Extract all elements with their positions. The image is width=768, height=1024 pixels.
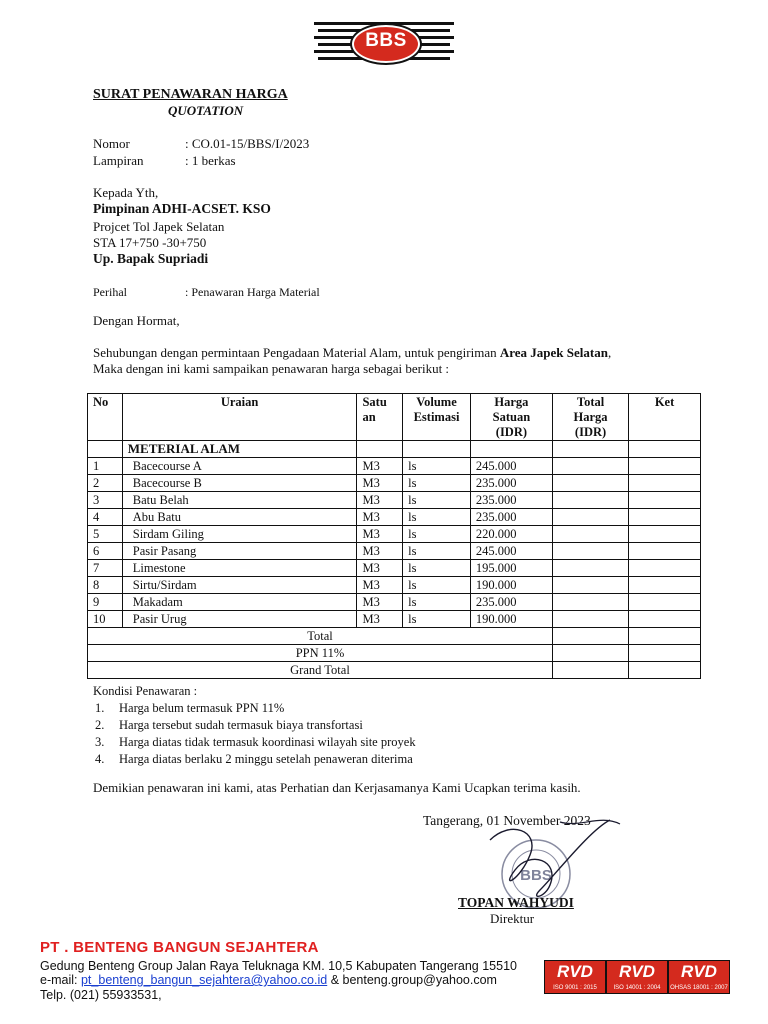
intro-text: Sehubungan dengan permintaan Pengadaan Material Alam, untuk pengiriman: [93, 345, 500, 360]
table-header-row: [88, 394, 701, 441]
ppn-label: PPN 11%: [88, 645, 553, 662]
footer-email: [40, 973, 497, 987]
cell-ket: [629, 509, 701, 526]
cell-total-harga: [552, 543, 628, 560]
cell-ket: [629, 577, 701, 594]
section-row: [88, 441, 701, 458]
cell-ket: [629, 526, 701, 543]
cell-uraian: Sirdam Giling: [122, 526, 357, 543]
cell-total-harga: [552, 560, 628, 577]
condition-number: 2.: [95, 718, 105, 732]
table-row: [88, 509, 701, 526]
header-uraian: Uraian: [122, 394, 357, 441]
total-row: [88, 628, 701, 645]
cert-text: OHSAS 18001 : 2007: [670, 985, 728, 991]
table-row: [88, 492, 701, 509]
cert-logo: RVD: [619, 962, 655, 981]
logo-text: BBS: [365, 30, 407, 51]
cell-satuan: M3: [357, 594, 403, 611]
cell-total-harga: [552, 526, 628, 543]
cell-ket: [629, 543, 701, 560]
document-subtitle: QUOTATION: [168, 103, 244, 118]
cell-uraian: Sirtu/Sirdam: [122, 577, 357, 594]
cert-badge-ohsas: [668, 960, 730, 994]
email-link[interactable]: pt_benteng_bangun_sejahtera@yahoo.co.id: [80, 973, 328, 987]
condition-number: 1.: [95, 701, 105, 715]
table-row: [88, 543, 701, 560]
table-row: [88, 526, 701, 543]
email-label: e-mail:: [40, 973, 81, 987]
quotation-table: [87, 393, 701, 679]
cell-no: 3: [88, 492, 123, 509]
condition-text: Harga diatas berlaku 2 minggu setelah penaweran diterima: [119, 752, 413, 766]
cell-uraian: Batu Belah: [122, 492, 357, 509]
cell-uraian: Bacecourse B: [122, 475, 357, 492]
header-satuan: Satu an: [357, 394, 403, 441]
cell-harga-satuan: 245.000: [470, 458, 552, 475]
cell-no: 8: [88, 577, 123, 594]
cell-total-harga: [552, 475, 628, 492]
cell-satuan: M3: [357, 492, 403, 509]
perihal-label: Perihal: [93, 285, 127, 299]
condition-item: [93, 752, 413, 767]
company-logo: [314, 16, 454, 68]
cell-total-harga: [552, 458, 628, 475]
cert-badge-iso14001: [606, 960, 668, 994]
recipient-line1: Projcet Tol Japek Selatan: [93, 219, 225, 234]
header-total-harga: Total Harga (IDR): [552, 394, 628, 441]
stamp-text: BBS: [520, 867, 552, 884]
signer-name: TOPAN WAHYUDI: [458, 895, 574, 910]
signer-title: Direktur: [490, 911, 535, 926]
place-date: Tangerang, 01 November 2023: [423, 813, 591, 828]
cell-harga-satuan: 190.000: [470, 611, 552, 628]
cell-harga-satuan: 190.000: [470, 577, 552, 594]
cell-harga-satuan: 245.000: [470, 543, 552, 560]
intro-area: Area Japek Selatan: [499, 345, 608, 360]
table-row: [88, 475, 701, 492]
cert-badge-iso9001: [544, 960, 606, 994]
condition-item: [93, 701, 284, 716]
salutation: Dengan Hormat,: [93, 313, 180, 328]
condition-item: [93, 735, 416, 750]
nomor-value: : CO.01-15/BBS/I/2023: [185, 136, 310, 151]
cell-harga-satuan: 235.000: [470, 594, 552, 611]
cell-ket: [629, 560, 701, 577]
intro-comma: ,: [607, 345, 612, 360]
header-harga-satuan: Harga Satuan (IDR): [470, 394, 552, 441]
cert-logo: RVD: [681, 962, 717, 981]
condition-text: Harga belum termasuk PPN 11%: [119, 701, 285, 715]
cell-no: 1: [88, 458, 123, 475]
cell-uraian: Abu Batu: [122, 509, 357, 526]
cell-satuan: M3: [357, 509, 403, 526]
cell-satuan: M3: [357, 577, 403, 594]
cell-uraian: Pasir Urug: [122, 611, 357, 628]
cell-ket: [629, 458, 701, 475]
cell-satuan: M3: [357, 543, 403, 560]
cell-uraian: Bacecourse A: [122, 458, 357, 475]
cell-ket: [629, 611, 701, 628]
header-no: No: [88, 394, 123, 441]
cell-volume: ls: [403, 492, 471, 509]
cell-no: 7: [88, 560, 123, 577]
grand-total-row: [88, 662, 701, 679]
recipient-name: Pimpinan ADHI-ACSET. KSO: [93, 201, 271, 216]
cell-uraian: Pasir Pasang: [122, 543, 357, 560]
conditions-title: Kondisi Penawaran :: [93, 684, 198, 698]
cell-harga-satuan: 235.000: [470, 475, 552, 492]
condition-number: 3.: [95, 735, 105, 749]
cell-uraian: Limestone: [122, 560, 357, 577]
email-rest: & benteng.group@yahoo.com: [327, 973, 497, 987]
perihal-row: [93, 285, 320, 300]
condition-item: [93, 718, 363, 733]
header-volume: Volume Estimasi: [403, 394, 471, 441]
total-label: Total: [88, 628, 553, 645]
recipient-greeting: Kepada Yth,: [93, 185, 159, 200]
cell-no: 4: [88, 509, 123, 526]
cell-volume: ls: [403, 509, 471, 526]
cell-volume: ls: [403, 577, 471, 594]
table-row: [88, 594, 701, 611]
cert-logo: RVD: [557, 962, 593, 981]
cert-text: ISO 9001 : 2015: [553, 985, 597, 991]
cell-volume: ls: [403, 458, 471, 475]
footer-phone: Telp. (021) 55933531,: [40, 988, 162, 1002]
cell-ket: [629, 475, 701, 492]
cell-volume: ls: [403, 594, 471, 611]
cell-no: 2: [88, 475, 123, 492]
cell-satuan: M3: [357, 475, 403, 492]
document-title: SURAT PENAWARAN HARGA: [93, 87, 288, 102]
cell-ket: [629, 594, 701, 611]
table-row: [88, 560, 701, 577]
cell-total-harga: [552, 611, 628, 628]
cell-total-harga: [552, 594, 628, 611]
cell-harga-satuan: 235.000: [470, 509, 552, 526]
nomor-label: Nomor: [93, 136, 130, 151]
intro-line1: [93, 345, 611, 361]
ppn-row: [88, 645, 701, 662]
cell-total-harga: [552, 492, 628, 509]
cell-total-harga: [552, 577, 628, 594]
closing-text: Demikian penawaran ini kami, atas Perhatian dan Kerjasamanya Kami Ucapkan terima kasih.: [93, 780, 581, 795]
nomor-row: [93, 136, 309, 152]
cell-volume: ls: [403, 526, 471, 543]
cell-harga-satuan: 195.000: [470, 560, 552, 577]
footer-company: PT . BENTENG BANGUN SEJAHTERA: [40, 939, 319, 956]
cell-harga-satuan: 235.000: [470, 492, 552, 509]
table-row: [88, 611, 701, 628]
recipient-attn: Up. Bapak Supriadi: [93, 251, 209, 266]
recipient-line2: STA 17+750 -30+750: [93, 235, 207, 250]
lampiran-value: : 1 berkas: [185, 153, 236, 168]
cell-no: 6: [88, 543, 123, 560]
cell-volume: ls: [403, 543, 471, 560]
cell-harga-satuan: 220.000: [470, 526, 552, 543]
cell-satuan: M3: [357, 560, 403, 577]
condition-text: Harga tersebut sudah termasuk biaya transfortasi: [119, 718, 363, 732]
cell-no: 9: [88, 594, 123, 611]
cell-volume: ls: [403, 611, 471, 628]
condition-number: 4.: [95, 752, 105, 766]
cell-no: 10: [88, 611, 123, 628]
cell-satuan: M3: [357, 611, 403, 628]
lampiran-label: Lampiran: [93, 153, 144, 168]
perihal-value: : Penawaran Harga Material: [185, 285, 320, 299]
header-ket: Ket: [629, 394, 701, 441]
condition-text: Harga diatas tidak termasuk koordinasi wilayah site proyek: [119, 735, 416, 749]
lampiran-row: [93, 153, 236, 169]
footer-address: Gedung Benteng Group Jalan Raya Teluknaga KM. 10,5 Kabupaten Tangerang 15510: [40, 959, 517, 973]
intro-line2: Maka dengan ini kami sampaikan penawaran harga sebagai berikut :: [93, 361, 450, 376]
cell-no: 5: [88, 526, 123, 543]
cell-satuan: M3: [357, 526, 403, 543]
grand-total-label: Grand Total: [88, 662, 553, 679]
cell-satuan: M3: [357, 458, 403, 475]
cell-uraian: Makadam: [122, 594, 357, 611]
table-row: [88, 458, 701, 475]
cell-total-harga: [552, 509, 628, 526]
cell-volume: ls: [403, 475, 471, 492]
table-row: [88, 577, 701, 594]
cell-ket: [629, 492, 701, 509]
cell-volume: ls: [403, 560, 471, 577]
section-label: METERIAL ALAM: [122, 441, 357, 458]
cert-text: ISO 14001 : 2004: [613, 985, 661, 991]
